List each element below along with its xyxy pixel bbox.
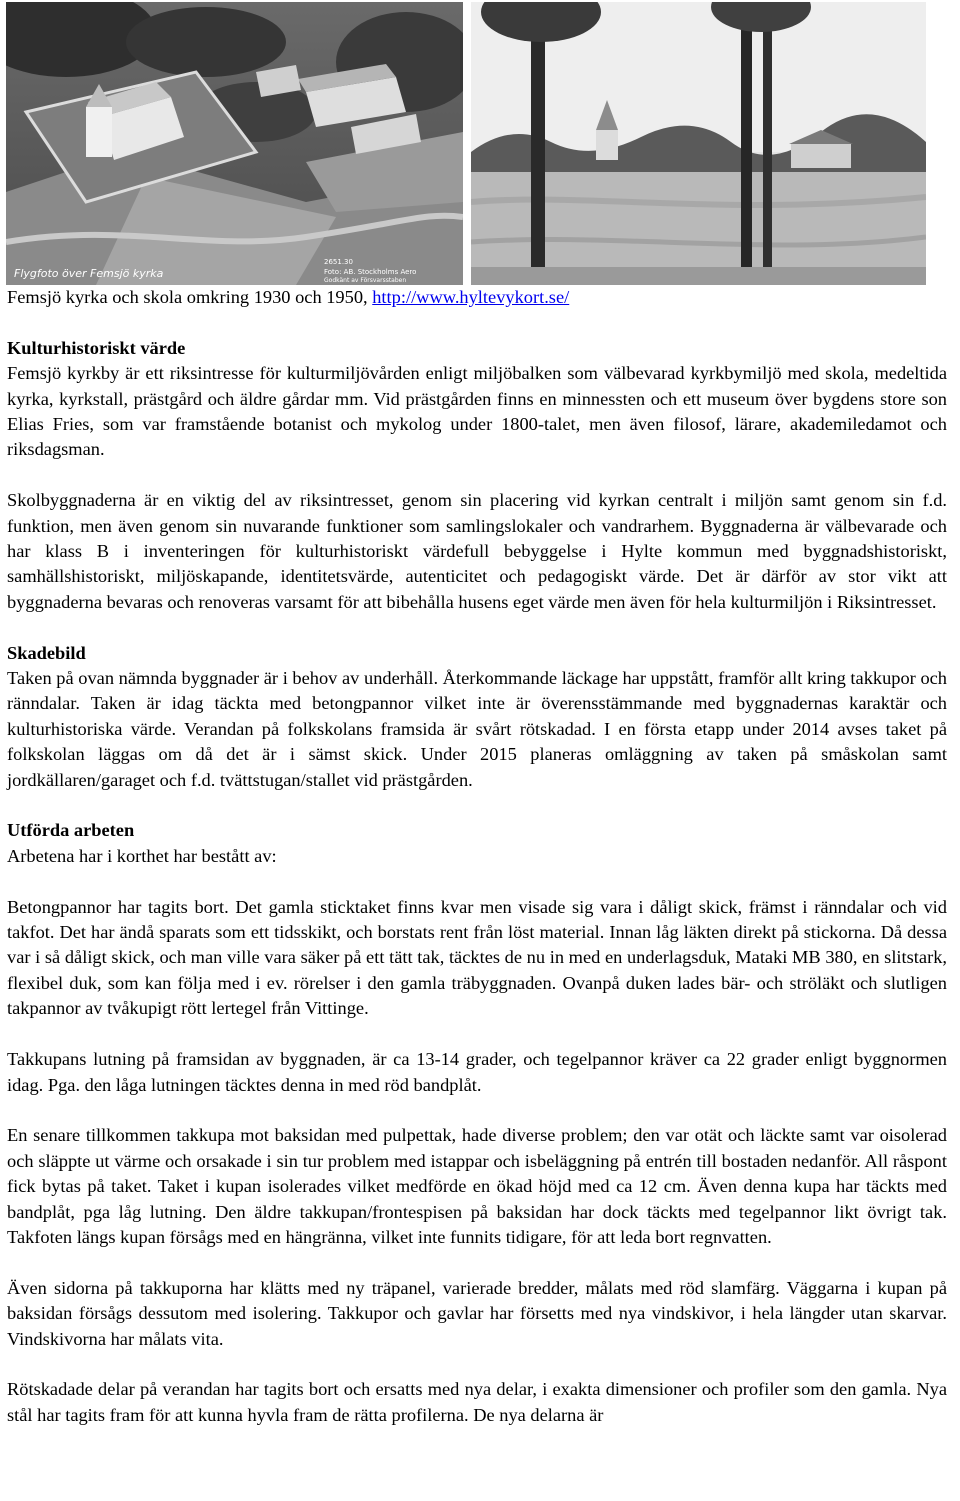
photo-caption-text: Femsjö kyrka och skola omkring 1930 och 1950, — [7, 287, 368, 307]
paragraph-skadebild: Taken på ovan nämnda byggnader är i behov av underhåll. Återkommande läckage har uppstått, framför allt kring takkupor och ränndalar. Taken är idag täckta med betongpannor vilket inte är överensstämmande med byggnadernas karaktär och kulturhistoriska värde. Verandan på folkskolans framsida är svårt rötskadad. I en första etapp under 2014 avses taket på folkskolan läggas om då det är i sämst skick. Under 2015 planeras omläggning av taken på småskolan samt jordkällaren/garaget och f.d. tvättstugan/stallet vid prästgården. — [7, 668, 947, 790]
paragraph-takkupa-baksida: En senare tillkommen takkupa mot baksidan med pulpettak, hade diverse problem; den var otät och läckte samt var oisolerad och släppte ut värme och orsakade i sin tur problem med istappar och isbeläggning på entrén till bostaden nedanför. All råspont fick bytas på taket. Taket i kupan isolerades vilket medförde en ökad höjd med ca 12 cm. Även denna kupa har täckts med bandplåt, pga låg lutning. Den äldre takkupan/frontespisen på baksidan har dock täckts med tegelpannor likt övrigt tak. Takfoten längs kupan försågs med en hängränna, vilket inte funnits tidigare, för att leda bort regnvatten. — [7, 1125, 947, 1247]
paragraph-riksintresse: Femsjö kyrkby är ett riksintresse för kulturmiljövården enligt miljöbalken som välbevarad kyrkbymiljö med skola, medeltida kyrka, kyrkstall, prästgård och äldre gårdar mm. Vid prästgården finns en minnessten och ett museum över bygdens store son Elias Fries, som var framstående botanist och mykolog under 1800-talet, men även filosof, lärare, akademiledamot och riksdagsman. — [7, 363, 947, 460]
paragraph-takkupans-lutning: Takkupans lutning på framsidan av byggnaden, är ca 13-14 grader, och tegelpannor kräver ca 22 grader enligt byggnormen idag. Pga. den låga lutningen täcktes denna in med röd bandplåt. — [7, 1049, 947, 1095]
heading-skadebild: Skadebild — [7, 642, 86, 663]
paragraph-rotskadade-delar: Rötskadade delar på verandan har tagits bort och ersatts med nya delar, i exakta dimensioner och profiler som den gamla. Nya stål har tagits fram för att kunna hyvla fram de rätta profilerna. De nya delarna är — [7, 1379, 947, 1425]
aerial-stamp-number: 2651.30 — [324, 258, 353, 266]
aerial-stamp-text: Foto: AB. Stockholms Aero — [324, 268, 417, 276]
paragraph-sidorna-takkuporna: Även sidorna på takkuporna har klätts med ny träpanel, varierade bredder, målats med röd slamfärg. Väggarna i kupan på baksidan försågs dessutom med isolering. Takkupor och gavlar har försetts med nya vindskivor, i hela längder utan skarvar. Vindskivorna har målats vita. — [7, 1277, 947, 1349]
aerial-church-image — [6, 2, 463, 285]
aerial-stamp-text2: Godkänt av Försvarsstaben — [324, 277, 407, 284]
paragraph-betongpannor: Betongpannor har tagits bort. Det gamla sticktaket finns kvar men visade sig vara i dåligt skick, främst i ränndalar och vid takfot. Det har ändå sparats som ett tidsskikt, och borstats rent från löst material. Innan låg läkten direkt på stickorna. Då dessa var i så dåligt skick, och man ville vara säker på ett tätt tak, täcktes de nu in med en underlagsduk, Mataki MB 380, en slitstark, flexibel duk, som kan följa med i ev. rörelser i den gamla träbyggnaden. Ovanpå duken lades bär- och ströläkt och slutligen takpannor av tvåkupigt rött lertegel från Vittinge. — [7, 896, 947, 1019]
paragraph-skolbyggnaderna: Skolbyggnaderna är en viktig del av riksintresset, genom sin placering vid kyrkan centralt i miljön samt genom sin f.d. funktion, men även genom sin nuvarande funktioner som samlingslokaler och vandrarhem. Byggnaderna är välbevarade och har klass B i inventeringen för kulturhistoriskt värdefull bebyggelse i Hylte kommun med byggnadshistoriskt, samhällshistoriskt, miljöskapande, identitetsvärde, autenticitet och pedagogiskt värde. Det är därför av stor vikt att byggnaderna bevaras och renoveras varsamt för att bibehålla husens eget värde men även för hela kulturmiljön i Riksintresset. — [7, 490, 947, 612]
heading-utforda-arbeten: Utförda arbeten — [7, 820, 135, 841]
photo-caption — [7, 285, 947, 310]
heading-kulturhistoriskt-varde: Kulturhistoriskt värde — [7, 337, 186, 358]
photo-row — [6, 2, 926, 285]
aerial-caption: Flygfoto över Femsjö kyrka — [14, 267, 164, 280]
aerial-church-photo — [6, 2, 463, 285]
document-body — [7, 285, 947, 1428]
landscape-church-photo — [471, 2, 926, 285]
paragraph-arbeten-intro: Arbetena har i korthet har bestått av: — [7, 845, 277, 866]
hyltevykort-link[interactable]: http://www.hyltevykort.se/ — [372, 287, 570, 307]
landscape-image — [471, 2, 926, 285]
